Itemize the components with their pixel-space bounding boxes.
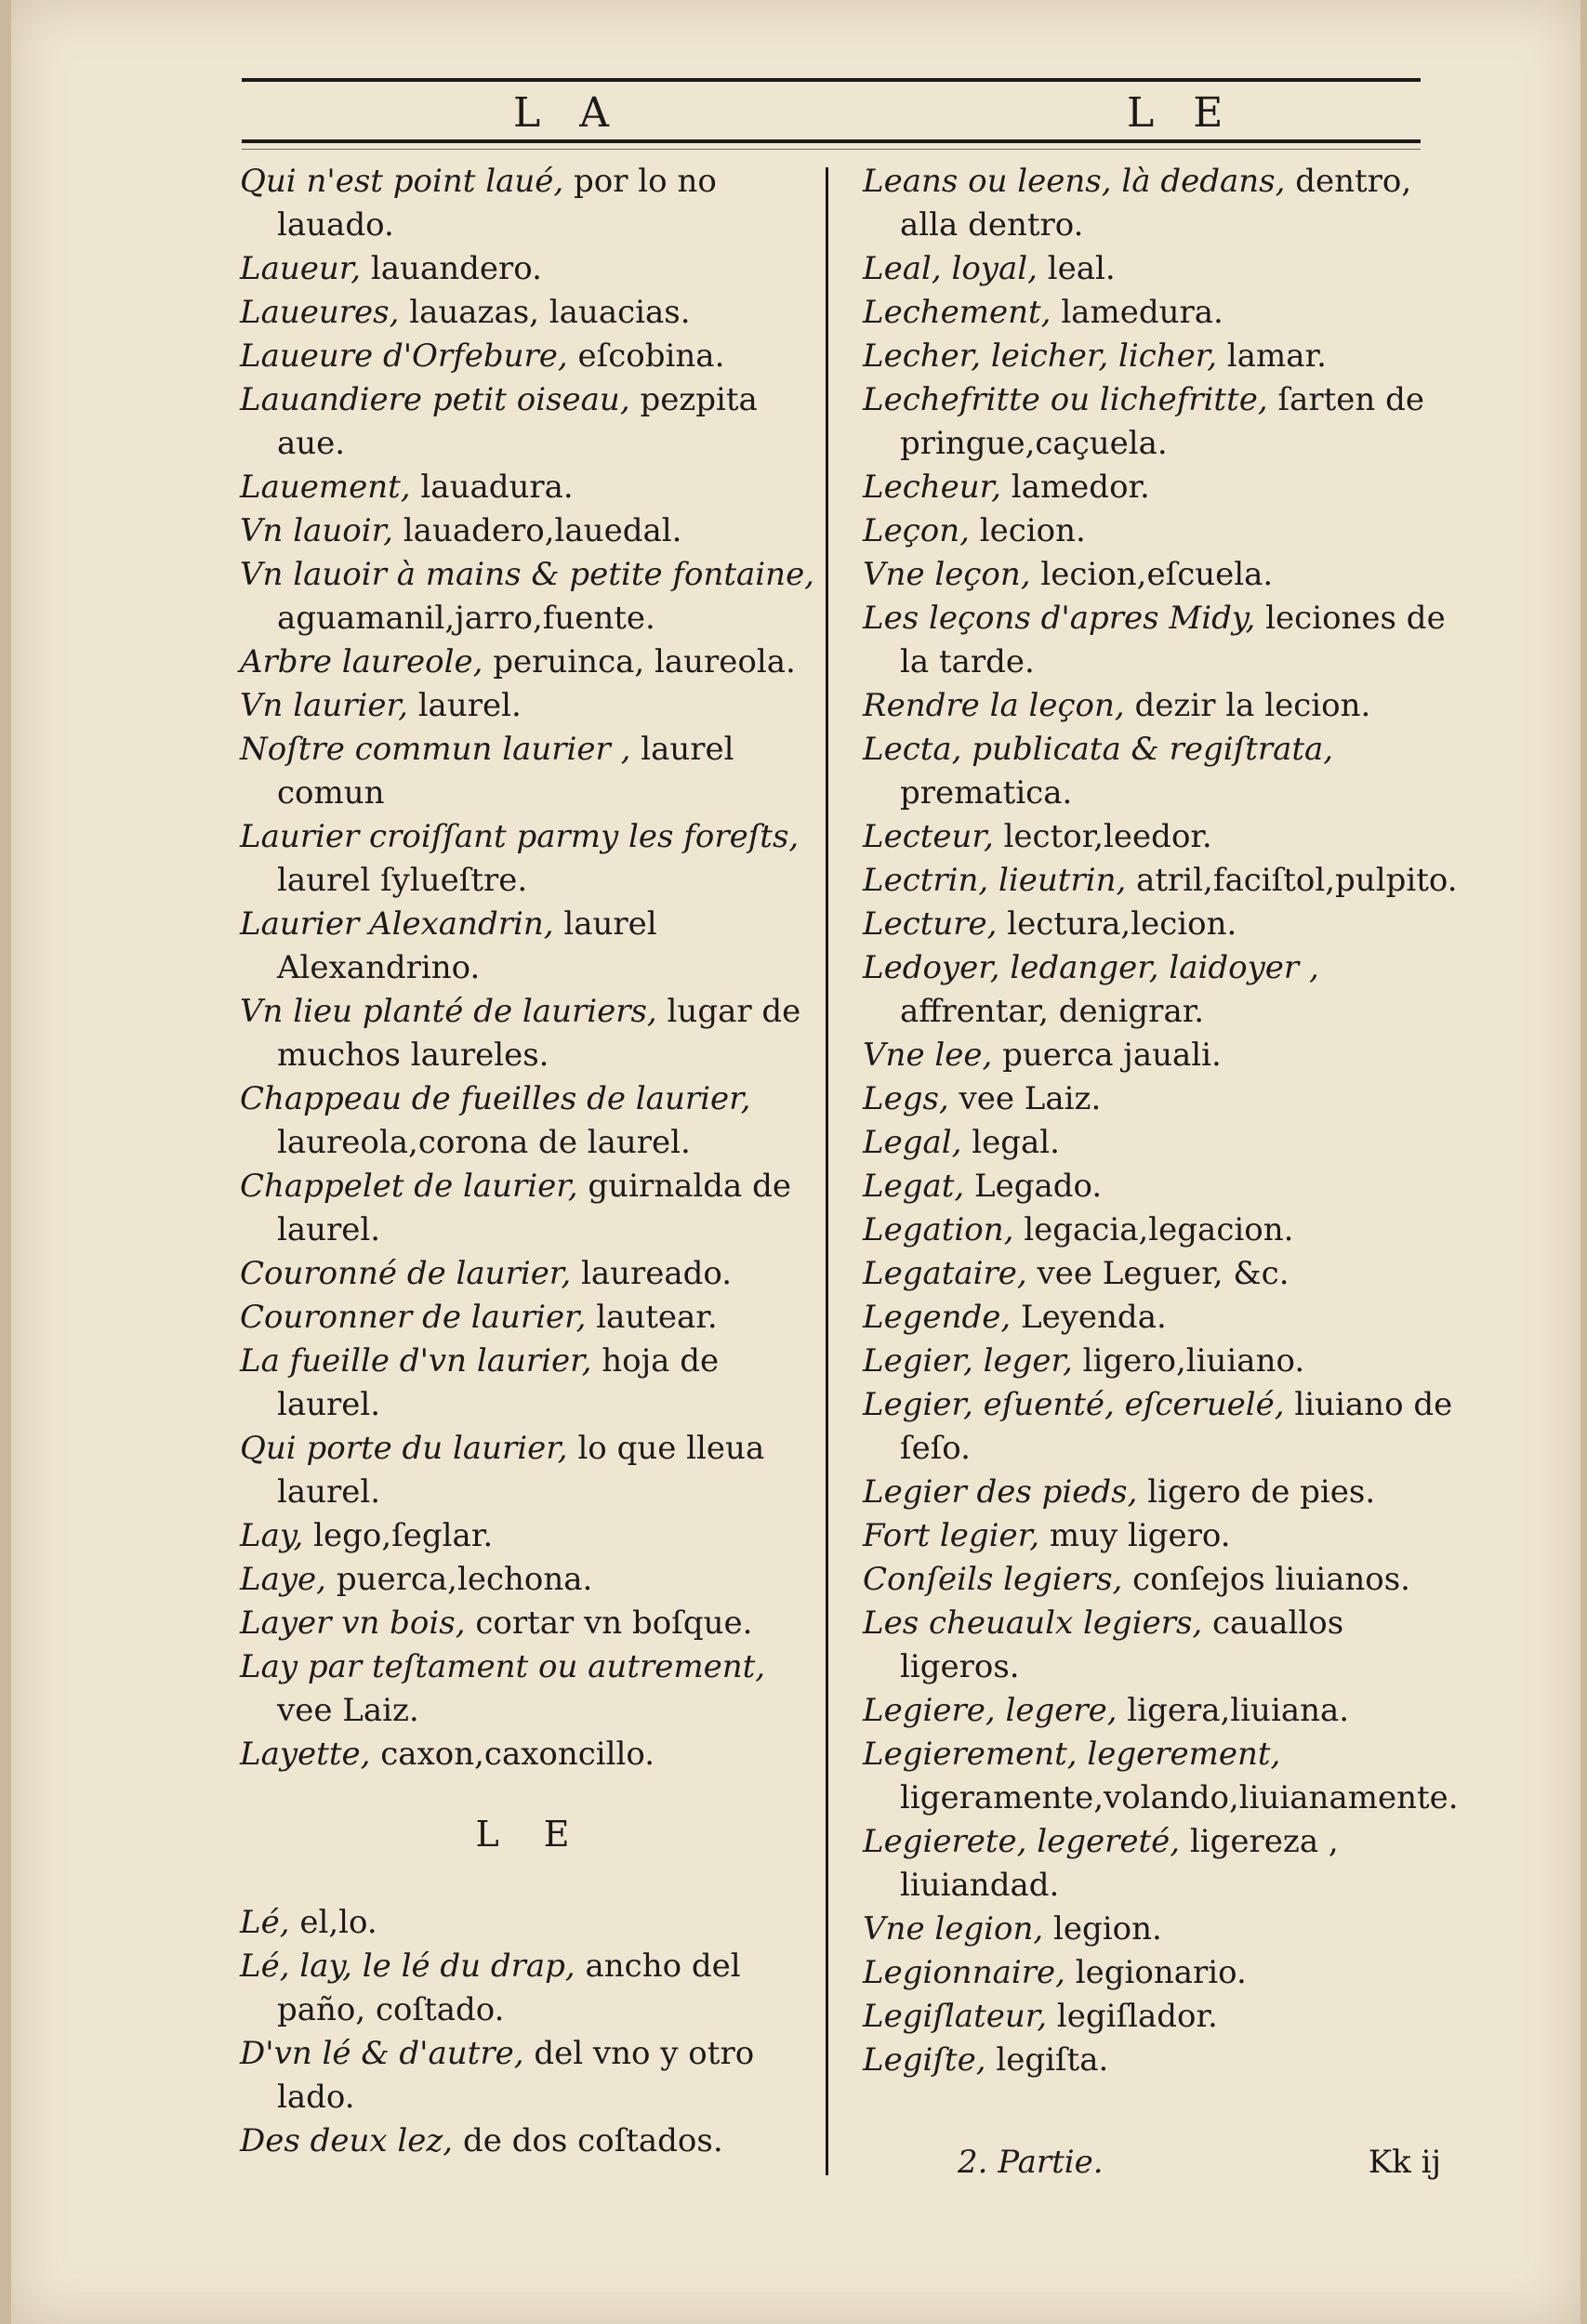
dictionary-entry	[240, 1901, 822, 1945]
entry-translation: liuiano de ſeſo.	[900, 1386, 1453, 1467]
entry-translation: ligereza , liuiandad.	[900, 1823, 1339, 1904]
entry-headword: Leçon,	[863, 512, 970, 549]
entry-translation: lecion.	[979, 512, 1086, 549]
entry-translation: lecion,eſcuela.	[1040, 556, 1274, 593]
dictionary-entry	[863, 1252, 1469, 1296]
entry-headword: Lay par teſtament ou autrement,	[240, 1648, 766, 1685]
dictionary-entry	[863, 509, 1469, 553]
dictionary-entry	[240, 2032, 822, 2119]
dictionary-entry	[863, 1077, 1469, 1121]
dictionary-entry	[863, 2039, 1469, 2082]
entry-translation: pezpita aue.	[277, 381, 758, 462]
entry-translation: lugar de muchos laureles.	[277, 993, 801, 1074]
dictionary-entry	[240, 291, 822, 335]
dictionary-entry	[863, 1733, 1469, 1820]
entry-headword: Legierement, legerement,	[863, 1736, 1281, 1773]
entry-translation: por lo no lauado.	[277, 163, 717, 244]
top-rule	[242, 78, 1421, 82]
entry-headword: Conſeils legiers,	[863, 1561, 1123, 1598]
entry-translation: laurel ſylueſtre.	[277, 862, 528, 899]
dictionary-entry	[863, 1034, 1469, 1077]
dictionary-entry	[240, 815, 822, 903]
left-column	[240, 160, 822, 2163]
entry-headword: Lechefritte ou lichefritte,	[863, 381, 1268, 418]
dictionary-entry	[863, 1514, 1469, 1558]
dictionary-entry	[240, 378, 822, 466]
entry-headword: Vne leçon,	[863, 556, 1031, 593]
entry-translation: ligeramente,volando,liuianamente.	[900, 1779, 1459, 1816]
entry-headword: Noſtre commun laurier ,	[240, 731, 631, 768]
entry-translation: laurel comun	[277, 731, 734, 812]
entry-translation: lautear.	[596, 1299, 718, 1336]
dictionary-entry	[240, 1427, 822, 1514]
entry-translation: el,lo.	[299, 1904, 377, 1941]
entry-translation: prematica.	[900, 774, 1073, 812]
dictionary-entry	[863, 1383, 1469, 1471]
entry-translation: ſarten de pringue,caçuela.	[900, 381, 1424, 462]
entry-headword: Legat,	[863, 1168, 965, 1205]
dictionary-entry	[863, 247, 1469, 291]
dictionary-entry	[863, 1689, 1469, 1733]
entry-translation: laurel.	[417, 687, 522, 724]
dictionary-entry	[240, 1340, 822, 1427]
entry-headword: Rendre la leçon,	[863, 687, 1125, 724]
entry-translation: dezir la lecion.	[1134, 687, 1371, 724]
entry-headword: Vne legion,	[863, 1910, 1044, 1948]
entry-headword: Leal, loyal,	[863, 250, 1038, 287]
entry-headword: Legierete, legereté,	[863, 1823, 1181, 1860]
entry-translation: legionario.	[1075, 1954, 1247, 1991]
entry-translation: atril,faciſtol,pulpito.	[1136, 862, 1458, 899]
entry-translation: vee Laiz.	[277, 1692, 419, 1729]
entry-translation: dentro, alla dentro.	[900, 163, 1412, 244]
running-head-left: L A	[513, 89, 622, 137]
dictionary-entry	[240, 335, 822, 378]
entry-headword: Vn laurier,	[240, 687, 408, 724]
entry-headword: Legiſte,	[863, 2041, 986, 2079]
entry-headword: Lecta, publicata & regiſtrata,	[863, 731, 1334, 768]
entry-translation: lamar.	[1226, 337, 1327, 375]
dictionary-entry	[863, 1471, 1469, 1514]
entry-headword: Fort legier,	[863, 1517, 1040, 1554]
dictionary-entry	[863, 684, 1469, 728]
entry-translation: legacia,legacion.	[1024, 1211, 1294, 1248]
dictionary-entry	[863, 1820, 1469, 1908]
entry-headword: Laueures,	[240, 294, 400, 331]
dictionary-entry	[240, 466, 822, 509]
entry-translation: peruinca, laureola.	[493, 643, 796, 680]
entry-headword: Laurier Alexandrin,	[240, 905, 554, 943]
entry-translation: lauandero.	[370, 250, 542, 287]
dictionary-entry	[863, 335, 1469, 378]
entry-translation: ligero,liuiano.	[1082, 1342, 1305, 1380]
dictionary-entry	[863, 1558, 1469, 1602]
entry-headword: Lecteur,	[863, 818, 994, 855]
entry-translation: lauadero,lauedal.	[403, 512, 682, 549]
book-page	[11, 0, 1580, 2324]
header-thin-rule	[242, 149, 1421, 150]
entry-translation: guirnalda de laurel.	[277, 1168, 791, 1248]
entry-headword: Lectrin, lieutrin,	[863, 862, 1127, 899]
entry-translation: legiſta.	[996, 2041, 1109, 2079]
dictionary-entry	[240, 553, 822, 640]
dictionary-entry	[240, 1252, 822, 1296]
dictionary-entry	[863, 1995, 1469, 2039]
entry-translation: vee Leguer, &c.	[1037, 1255, 1289, 1292]
entry-headword: Legs,	[863, 1080, 949, 1117]
dictionary-entry	[863, 378, 1469, 466]
entry-headword: Lecher, leicher, licher,	[863, 337, 1218, 375]
entry-translation: lauadura.	[420, 469, 574, 506]
dictionary-entry	[863, 903, 1469, 946]
right-entries-list	[863, 160, 1469, 2082]
entry-translation: affrentar, denigrar.	[900, 993, 1205, 1030]
entry-headword: Les cheuaulx legiers,	[863, 1604, 1203, 1642]
entry-headword: Lauandiere petit oiseau,	[240, 381, 630, 418]
entry-headword: Couronné de laurier,	[240, 1255, 572, 1292]
left-entries-after-list	[240, 1901, 822, 2163]
dictionary-entry	[240, 1558, 822, 1602]
dictionary-entry	[240, 247, 822, 291]
entry-translation: puerca jauali.	[1002, 1037, 1222, 1074]
header-rule	[242, 139, 1421, 143]
entry-headword: Lecture,	[863, 905, 998, 943]
entry-headword: Lecheur,	[863, 469, 1001, 506]
entry-translation: vee Laiz.	[959, 1080, 1102, 1117]
dictionary-entry	[863, 946, 1469, 1034]
entry-translation: caxon,caxoncillo.	[380, 1736, 655, 1773]
entry-headword: Legiere, legere,	[863, 1692, 1118, 1729]
dictionary-entry	[240, 728, 822, 815]
entry-translation: laureado.	[580, 1255, 733, 1292]
dictionary-entry	[240, 160, 822, 247]
entry-headword: Lé,	[240, 1904, 290, 1941]
dictionary-entry	[240, 1077, 822, 1165]
entry-translation: conſejos liuianos.	[1132, 1561, 1410, 1598]
entry-headword: Vn lauoir,	[240, 512, 393, 549]
entry-headword: Layette,	[240, 1736, 371, 1773]
entry-translation: hoja de laurel.	[277, 1342, 720, 1423]
entry-headword: Qui n'est point laué,	[240, 163, 564, 200]
dictionary-entry	[863, 1208, 1469, 1252]
dictionary-entry	[863, 466, 1469, 509]
entry-translation: leciones de la tarde.	[900, 600, 1446, 680]
dictionary-entry	[863, 597, 1469, 684]
entry-headword: Laueure d'Orfebure,	[240, 337, 568, 375]
entry-headword: Legiſlateur,	[863, 1998, 1048, 2035]
entry-headword: Qui porte du laurier,	[240, 1430, 568, 1467]
running-head-right: L E	[1127, 89, 1237, 137]
page-footer	[958, 2144, 1441, 2181]
entry-translation: laurel Alexandrino.	[277, 905, 657, 986]
entry-headword: Laurier croiſſant parmy les foreſts,	[240, 818, 800, 855]
entry-translation: aguamanil,jarro,fuente.	[277, 600, 655, 637]
dictionary-entry	[863, 859, 1469, 903]
entry-headword: Chappeau de fueilles de laurier,	[240, 1080, 751, 1117]
entry-headword: Legation,	[863, 1211, 1014, 1248]
entry-translation: lauazas, lauacias.	[409, 294, 691, 331]
dictionary-entry	[240, 509, 822, 553]
entry-translation: lector,leedor.	[1003, 818, 1212, 855]
entry-headword: Lauement,	[240, 469, 411, 506]
dictionary-entry	[863, 1908, 1469, 1951]
entry-headword: Leans ou leens, là dedans,	[863, 163, 1286, 200]
entry-translation: de dos coſtados.	[462, 2122, 723, 2159]
entry-translation: lectura,lecion.	[1007, 905, 1237, 943]
dictionary-entry	[240, 1296, 822, 1340]
right-column	[863, 160, 1469, 2082]
entry-translation: puerca,lechona.	[336, 1561, 593, 1598]
entry-translation: ligero de pies.	[1147, 1473, 1376, 1511]
entry-translation: leal.	[1047, 250, 1116, 287]
dictionary-entry	[240, 640, 822, 684]
entry-headword: Les leçons d'apres Midy,	[863, 600, 1256, 637]
dictionary-entry	[863, 160, 1469, 247]
entry-headword: Vne lee,	[863, 1037, 993, 1074]
entry-headword: Arbre laureole,	[240, 643, 483, 680]
signature-mark: Kk ij	[1368, 2144, 1441, 2181]
entry-translation: cortar vn boſque.	[475, 1604, 753, 1642]
dictionary-entry	[863, 1296, 1469, 1340]
section-heading-le: L E	[475, 1814, 587, 1855]
entry-translation: lego,ſeglar.	[313, 1517, 494, 1554]
entry-headword: Lé, lay, le lé du drap,	[240, 1948, 575, 1985]
dictionary-entry	[240, 990, 822, 1077]
dictionary-entry	[240, 1645, 822, 1733]
entry-headword: Chappelet de laurier,	[240, 1168, 578, 1205]
left-entries-list	[240, 160, 822, 1776]
dictionary-entry	[863, 553, 1469, 597]
entry-headword: Lay,	[240, 1517, 304, 1554]
entry-headword: Legende,	[863, 1299, 1012, 1336]
dictionary-entry	[863, 815, 1469, 859]
dictionary-entry	[863, 1165, 1469, 1208]
dictionary-entry	[240, 903, 822, 990]
entry-translation: laureola,corona de laurel.	[277, 1124, 691, 1161]
entry-translation: lamedura.	[1061, 294, 1223, 331]
entry-translation: legiſlador.	[1056, 1998, 1218, 2035]
entry-headword: Lechement,	[863, 294, 1051, 331]
dictionary-entry	[240, 2119, 822, 2163]
entry-translation: ancho del paño, coſtado.	[277, 1948, 741, 2028]
dictionary-entry	[240, 1945, 822, 2032]
entry-translation: legal.	[972, 1124, 1060, 1161]
entry-headword: Legal,	[863, 1124, 962, 1161]
entry-headword: Legionnaire,	[863, 1954, 1065, 1991]
entry-headword: Ledoyer, ledanger, laidoyer ,	[863, 949, 1319, 986]
entry-headword: D'vn lé & d'autre,	[240, 2035, 524, 2072]
dictionary-entry	[240, 1165, 822, 1252]
entry-headword: Legier, eſuenté, eſceruelé,	[863, 1386, 1285, 1423]
dictionary-entry	[863, 1121, 1469, 1165]
entry-headword: Vn lauoir à mains & petite fontaine,	[240, 556, 814, 593]
dictionary-entry	[863, 728, 1469, 815]
dictionary-entry	[863, 1602, 1469, 1689]
dictionary-entry	[863, 291, 1469, 335]
entry-headword: Legier, leger,	[863, 1342, 1073, 1380]
entry-headword: Legataire,	[863, 1255, 1027, 1292]
entry-translation: muy ligero.	[1049, 1517, 1231, 1554]
entry-translation: del vno y otro lado.	[277, 2035, 755, 2116]
entry-headword: Legier des pieds,	[863, 1473, 1138, 1511]
dictionary-entry	[863, 1951, 1469, 1995]
entry-translation: Leyenda.	[1021, 1299, 1167, 1336]
entry-translation: legion.	[1053, 1910, 1162, 1948]
entry-translation: cauallos ligeros.	[900, 1604, 1344, 1685]
entry-translation: eſcobina.	[577, 337, 725, 375]
dictionary-entry	[240, 1514, 822, 1558]
entry-headword: Couronner de laurier,	[240, 1299, 587, 1336]
entry-headword: Vn lieu planté de lauriers,	[240, 993, 657, 1030]
entry-headword: Laye,	[240, 1561, 326, 1598]
entry-headword: Laueur,	[240, 250, 362, 287]
dictionary-entry	[240, 1602, 822, 1645]
dictionary-entry	[863, 1340, 1469, 1383]
entry-translation: lo que lleua laurel.	[277, 1430, 765, 1511]
entry-headword: Layer vn bois,	[240, 1604, 466, 1642]
column-divider	[826, 167, 828, 2175]
entry-translation: lamedor.	[1011, 469, 1150, 506]
dictionary-entry	[240, 1733, 822, 1776]
entry-headword: Des deux lez,	[240, 2122, 454, 2159]
entry-translation: Legado.	[974, 1168, 1103, 1205]
dictionary-entry	[240, 684, 822, 728]
entry-translation: ligera,liuiana.	[1127, 1692, 1350, 1729]
part-label: 2. Partie.	[958, 2144, 1104, 2181]
entry-headword: La fueille d'vn laurier,	[240, 1342, 592, 1380]
